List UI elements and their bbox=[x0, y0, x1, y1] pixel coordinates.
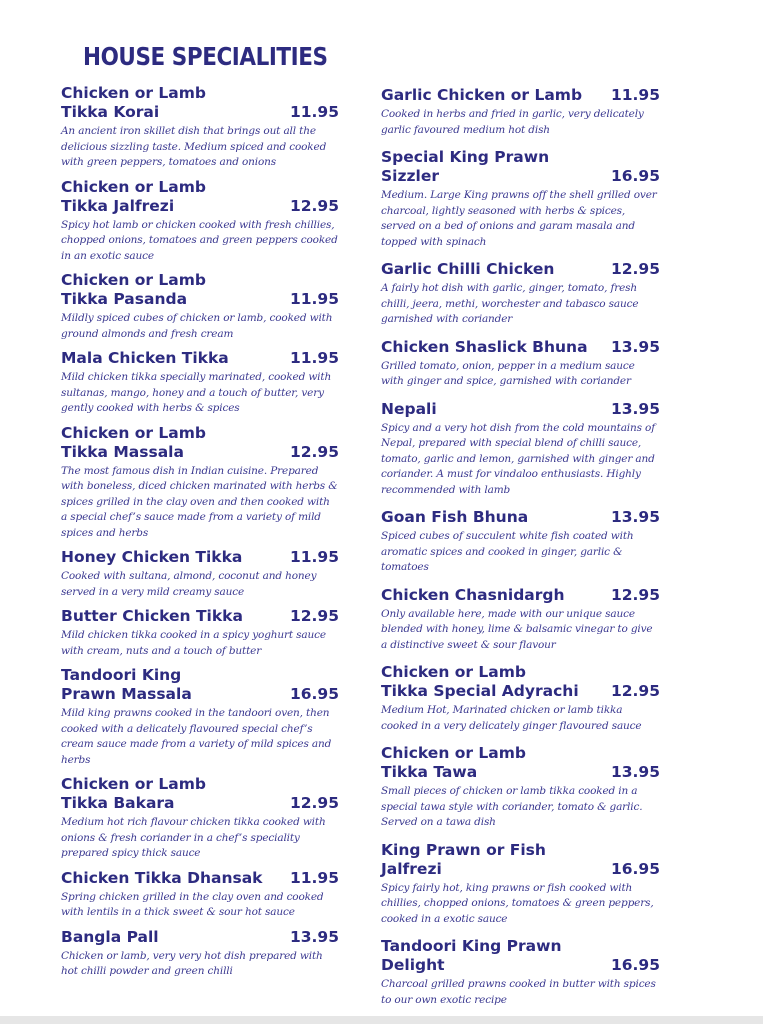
page-title: HOUSE SPECIALITIES bbox=[83, 42, 328, 71]
dish-description: Only available here, made with our unique sauce blended with honey, lime & balsamic vinegar to give a distinctive sweet & sour flavour bbox=[381, 607, 653, 651]
menu-column-left bbox=[61, 84, 339, 987]
dish-name: Nepali bbox=[381, 399, 437, 418]
dish-description: The most famous dish in Indian cuisine. Prepared with boneless, diced chicken marinated with herbs & spices grilled in the clay oven and then cooked with a special chef’s sauce made from a variety of mild spices and herbs bbox=[61, 464, 338, 539]
menu-item bbox=[61, 178, 339, 265]
dish-description: Mild chicken tikka cooked in a spicy yoghurt sauce with cream, nuts and a touch of butter bbox=[61, 629, 326, 657]
dish-price: 13.95 bbox=[610, 763, 660, 781]
dish-name: Goan Fish Bhuna bbox=[381, 508, 529, 526]
dish-name: Chicken or Lamb Tikka Massala bbox=[61, 423, 207, 461]
menu-item bbox=[381, 586, 660, 654]
menu-item-header bbox=[61, 178, 339, 216]
dish-name: Chicken or Lamb Tikka Tawa bbox=[381, 744, 527, 781]
menu-item bbox=[381, 744, 660, 831]
menu-item bbox=[61, 349, 339, 417]
bottom-scrollbar-track bbox=[0, 1016, 763, 1024]
dish-description: Chicken or lamb, very very hot dish prepared with hot chilli powder and green chilli bbox=[61, 949, 323, 977]
menu-item-header bbox=[381, 338, 660, 357]
menu-item-header bbox=[381, 937, 660, 975]
dish-description: Spring chicken grilled in the clay oven and cooked with lentils in a thick sweet & sour hot sauce bbox=[61, 890, 324, 918]
dish-name: Mala Chicken Tikka bbox=[61, 349, 229, 367]
menu-item bbox=[381, 841, 660, 928]
dish-price: 16.95 bbox=[610, 167, 660, 185]
menu-item bbox=[381, 663, 660, 734]
dish-name: Chicken or Lamb Tikka Bakara bbox=[61, 775, 207, 812]
menu-item-header bbox=[381, 663, 660, 701]
menu-item-header bbox=[61, 869, 339, 888]
dish-description: Medium hot rich flavour chicken tikka cooked with onions & fresh coriander in a chef’s speciality prepared spicy thick sauce bbox=[61, 816, 326, 859]
menu-item bbox=[61, 928, 339, 980]
dish-name: Honey Chicken Tikka bbox=[61, 548, 243, 566]
menu-item bbox=[381, 937, 660, 1008]
dish-name: Tandoori King Prawn Delight bbox=[381, 937, 562, 974]
dish-description: A fairly hot dish with garlic, ginger, tomato, fresh chilli, jeera, methi, worchester and tabasco sauce garnished with coriander bbox=[381, 282, 639, 325]
dish-price: 11.95 bbox=[610, 86, 660, 104]
menu-item bbox=[61, 271, 339, 342]
menu-item-header bbox=[381, 744, 660, 782]
dish-price: 11.95 bbox=[289, 349, 339, 367]
menu-item-header bbox=[61, 928, 339, 947]
dish-name: Tandoori King Prawn Massala bbox=[61, 666, 192, 703]
dish-price: 11.95 bbox=[289, 548, 339, 566]
menu-item-header bbox=[381, 586, 660, 605]
menu-item-header bbox=[61, 349, 339, 368]
dish-name: Chicken Chasnidargh bbox=[381, 585, 565, 604]
dish-price: 11.95 bbox=[289, 290, 339, 308]
menu-item bbox=[381, 338, 660, 390]
dish-description: Cooked in herbs and fried in garlic, very delicately garlic favoured medium hot dish bbox=[381, 108, 644, 136]
menu-item-header bbox=[61, 271, 339, 309]
menu-item-header bbox=[61, 607, 339, 626]
menu-item bbox=[61, 607, 339, 659]
menu-column-right bbox=[381, 86, 660, 1018]
dish-price: 12.95 bbox=[289, 794, 339, 812]
dish-price: 11.95 bbox=[289, 868, 339, 887]
dish-name: Chicken or Lamb Tikka Korai bbox=[61, 84, 207, 121]
dish-description: Charcoal grilled prawns cooked in butter with spices to our own exotic recipe bbox=[381, 978, 656, 1006]
dish-description: Medium Hot, Marinated chicken or lamb tikka cooked in a very delicately ginger flavoured sauce bbox=[381, 704, 642, 732]
dish-price: 12.95 bbox=[610, 260, 660, 278]
dish-price: 16.95 bbox=[610, 859, 660, 878]
dish-price: 12.95 bbox=[289, 196, 339, 215]
dish-price: 16.95 bbox=[289, 685, 339, 703]
dish-description: Mildly spiced cubes of chicken or lamb, cooked with ground almonds and fresh cream bbox=[61, 312, 333, 340]
menu-item bbox=[381, 148, 660, 250]
dish-description: Spicy hot lamb or chicken cooked with fresh chillies, chopped onions, tomatoes and green peppers cooked in an exotic sauce bbox=[61, 218, 338, 262]
dish-price: 12.95 bbox=[610, 585, 660, 604]
dish-price: 13.95 bbox=[610, 399, 660, 418]
menu-item-header bbox=[61, 548, 339, 567]
menu-item-header bbox=[381, 260, 660, 279]
dish-description: Grilled tomato, onion, pepper in a medium sauce with ginger and spice, garnished with coriander bbox=[381, 359, 635, 387]
dish-name: Chicken or Lamb Tikka Jalfrezi bbox=[61, 177, 207, 215]
dish-description: Small pieces of chicken or lamb tikka cooked in a special tawa style with coriander, tomato & garlic. Served on a tawa dish bbox=[381, 785, 643, 828]
dish-price: 11.95 bbox=[289, 103, 339, 121]
menu-item-header bbox=[61, 666, 339, 704]
dish-price: 16.95 bbox=[610, 956, 660, 974]
dish-name: Bangla Pall bbox=[61, 927, 159, 946]
dish-description: Medium. Large King prawns off the shell grilled over charcoal, lightly seasoned with herbs & spices, served on a bed of onions and garam masala and topped with spinach bbox=[381, 189, 657, 248]
menu-item-header bbox=[381, 86, 660, 105]
dish-name: Garlic Chicken or Lamb bbox=[381, 86, 583, 104]
menu-item-header bbox=[61, 424, 339, 462]
dish-description: Spicy fairly hot, king prawns or fish cooked with chillies, chopped onions, tomatoes & green peppers, cooked in a exotic sauce bbox=[381, 881, 654, 925]
dish-description: Mild chicken tikka specially marinated, cooked with sultanas, mango, honey and a touch of butter, very gently cooked with herbs & spices bbox=[61, 371, 332, 414]
menu-item bbox=[381, 260, 660, 328]
dish-name: Special King Prawn Sizzler bbox=[381, 148, 550, 185]
menu-item-header bbox=[61, 84, 339, 122]
menu-item bbox=[381, 400, 660, 499]
dish-description: An ancient iron skillet dish that brings out all the delicious sizzling taste. Medium spiced and cooked with green peppers, tomatoes and onions bbox=[61, 125, 327, 168]
dish-price: 13.95 bbox=[289, 927, 339, 946]
menu-item bbox=[61, 666, 339, 768]
menu-item bbox=[381, 508, 660, 576]
dish-price: 12.95 bbox=[289, 607, 339, 625]
menu-item bbox=[61, 869, 339, 921]
dish-price: 12.95 bbox=[289, 442, 339, 461]
dish-description: Mild king prawns cooked in the tandoori oven, then cooked with a delicately flavoured special chef’s cream sauce made from a variety of mild spices and herbs bbox=[61, 707, 332, 766]
dish-price: 13.95 bbox=[610, 337, 660, 356]
menu-item bbox=[381, 86, 660, 138]
menu-item-header bbox=[381, 148, 660, 186]
dish-description: Spicy and a very hot dish from the cold mountains of Nepal, prepared with special blend of chilli sauce, tomato, garlic and lemon, garnished with ginger and coriander. A must for vindaloo enthusiasts. Highly recommended with lamb bbox=[381, 421, 655, 496]
menu-item-header bbox=[381, 841, 660, 879]
dish-price: 12.95 bbox=[610, 682, 660, 700]
dish-name: King Prawn or Fish Jalfrezi bbox=[381, 840, 546, 878]
dish-price: 13.95 bbox=[610, 508, 660, 526]
dish-name: Chicken Tikka Dhansak bbox=[61, 868, 263, 887]
dish-name: Chicken or Lamb Tikka Pasanda bbox=[61, 271, 207, 308]
dish-name: Chicken or Lamb Tikka Special Adyrachi bbox=[381, 663, 579, 700]
dish-name: Butter Chicken Tikka bbox=[61, 607, 243, 625]
menu-item-header bbox=[381, 508, 660, 527]
dish-name: Garlic Chilli Chicken bbox=[381, 260, 555, 278]
menu-item bbox=[61, 424, 339, 542]
menu-item-header bbox=[381, 400, 660, 419]
menu-item bbox=[61, 84, 339, 171]
menu-item bbox=[61, 775, 339, 862]
dish-description: Spiced cubes of succulent white fish coated with aromatic spices and cooked in ginger, garlic & tomatoes bbox=[381, 530, 634, 573]
menu-item bbox=[61, 548, 339, 600]
dish-description: Cooked with sultana, almond, coconut and honey served in a very mild creamy sauce bbox=[61, 570, 317, 598]
dish-name: Chicken Shaslick Bhuna bbox=[381, 337, 588, 356]
menu-item-header bbox=[61, 775, 339, 813]
